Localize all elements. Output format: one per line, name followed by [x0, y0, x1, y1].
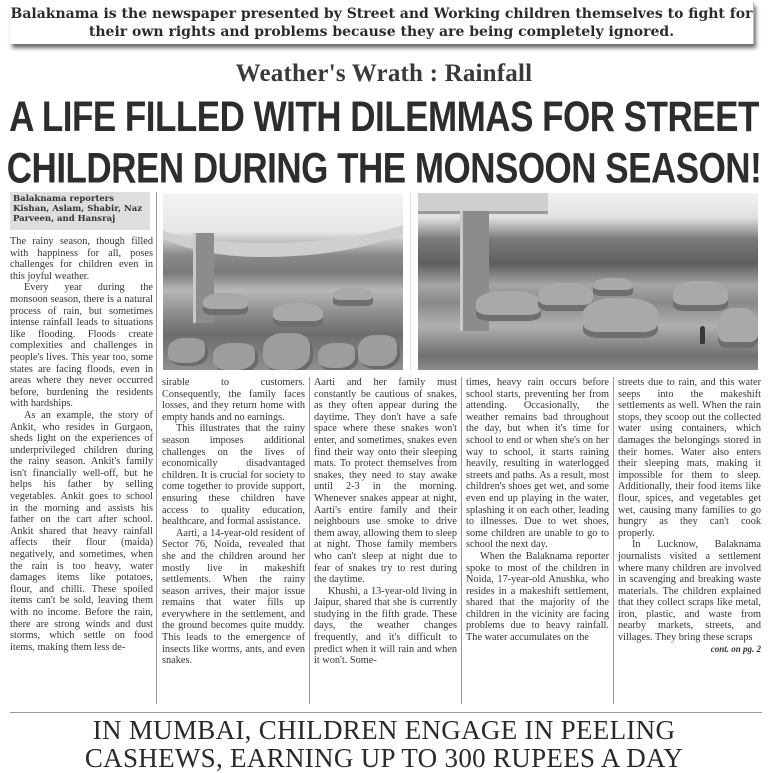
headline-line-2: CHILDREN DURING THE MONSOON SEASON!: [6, 144, 762, 193]
paragraph: Aarti, a 14-year-old resident of Sector 76, Noida, revealed that she and the children around her mostly live in makeshift settlements. When the rainy season arrives, their major issue remains that water fills up everywhere in the settlement, and the ground becomes quite muddy. This leads to the emergence of insects like worms, ants, and even snakes.: [162, 527, 305, 667]
next-story-headline: [0, 716, 768, 772]
submerged-hut: [333, 288, 373, 306]
paragraph: As an example, the story of Ankit, who resides in Gurgaon, sheds light on the experiences of underprivileged children during the rainy season. Ankit's family isn't financially well-off, but he helps his father by selling vegetables. Ankit goes to school in the morning and assists his father on the cart after school. Ankit shared that heavy rainfall affects their flour (maida) negatively, and sometimes, when the rain is too heavy, water damages items like potatoes, flour, and chilli. These spoiled items can't be sold, leaving them with no income. Before the rain, there are strong winds and dust storms, which settle on food items, making them less de-: [10, 409, 153, 653]
headline-line-1: A LIFE FILLED WITH DILEMMAS FOR STREET: [9, 93, 759, 141]
rock: [168, 338, 208, 366]
paragraph: The rainy season, though filled with happiness for all, poses challenges for children even in this joyful weather.: [10, 236, 153, 282]
article-column-2: [162, 377, 305, 667]
paragraph: streets due to rain, and this water seeps into the makeshift settlements as well. When the rain stops, they scoop out the collected water using containers, which damages the belongings stored in their homes. Water also enters their sleeping mats, making it impossible for them to sleep. Additionally, their food items like flour, spices, and vegetables get wet, causing many families to go hungry as they can't cook properly.: [618, 377, 761, 539]
article-column-4: [466, 377, 609, 644]
submerged-hut: [718, 308, 758, 348]
submerged-hut: [673, 281, 728, 311]
byline: Balaknama reporters Kishan, Aslam, Shabir, Naz Parveen, and Hansraj: [10, 192, 150, 230]
rock: [263, 333, 313, 370]
mission-banner: [10, 2, 754, 44]
continued-on-page-link[interactable]: cont. on pg. 2: [710, 643, 761, 654]
paragraph: Every year during the monsoon season, there is a natural process of rain, but sometimes intense rainfall leads to situations like flooding. Floods create complexities and challenges in people's lives. This year too, some states are facing floods, even in areas where they never occurred before, burdening the residents with hardships.: [10, 282, 153, 410]
column-divider: [309, 377, 310, 704]
rock: [213, 343, 258, 370]
article-headline: [0, 92, 768, 194]
flood-photo-bridge-rocks: [163, 193, 403, 370]
banner-line-2: their own rights and problems because they are being completely ignored.: [88, 24, 675, 40]
article-column-3: [314, 377, 457, 667]
submerged-hut: [203, 293, 248, 315]
paragraph: sirable to customers. Consequently, the family faces losses, and they return home with empty hands and no earnings.: [162, 377, 305, 423]
column-divider: [461, 377, 462, 704]
paragraph: When the Balaknama reporter spoke to most of the children in Noida, 17-year-old Anushka, who resides in a makeshift settlement, shared that the majority of the children in the vicinity are facing problems due to heavy rainfall. The water accumulates on the: [466, 550, 609, 644]
rock: [358, 335, 400, 369]
paragraph: Aarti and her family must constantly be cautious of snakes, as they often appear during the daytime. They don't have a safe space where these snakes won't enter, and sometimes, snakes even find their way onto their sleeping mats. To protect themselves from snakes, they need to stay awake until 2-3 in the morning. Whenever snakes appear at night, Aarti's entire family and their neighbours use smoke to drive them away, allowing them to sleep at night. Those family members who can't sleep at night due to fear of snakes try to rest during the daytime.: [314, 377, 457, 586]
paragraph: This illustrates that the rainy season imposes additional challenges on the lives of economically disadvantaged children. It is crucial for society to come together to provide support, ensuring these children have access to quality education, healthcare, and formal assistance.: [162, 423, 305, 528]
section-divider: [10, 712, 762, 713]
article-column-1: [10, 236, 153, 653]
paragraph: times, heavy rain occurs before school starts, preventing her from attending. Occasionally, the weather remains bad throughout the day, but when it's time for school to end or when she's on her way to school, it starts raining heavily, resulting in waterlogged streets and paths. As a result, most children's shoes get wet, and some even end up playing in the water, splashing it on each other, leading to illnesses. Due to wet shoes, some children are unable to go to school the next day.: [466, 377, 609, 551]
submerged-hut: [593, 278, 633, 296]
person-wading: [700, 326, 705, 344]
photo-divider: [410, 193, 411, 370]
submerged-hut: [583, 298, 658, 338]
column-divider: [156, 192, 157, 704]
next-headline-line-1: IN MUMBAI, CHILDREN ENGAGE IN PEELING: [92, 715, 676, 745]
rock: [318, 343, 358, 370]
next-headline-line-2: CASHEWS, EARNING UP TO 300 RUPEES A DAY: [84, 743, 684, 773]
submerged-hut: [476, 291, 541, 321]
paragraph: In Lucknow, Balaknama journalists visited a settlement where many children are involved in scavenging and breaking waste materials. The children explained that they collect scraps like metal, iron, plastic, and waste from nearby markets, streets, and villages. They bring these scraps: [618, 539, 761, 644]
column-divider: [613, 377, 614, 704]
article-kicker: Weather's Wrath : Rainfall: [235, 60, 533, 87]
submerged-hut: [273, 303, 323, 327]
flood-photo-settlement: [418, 193, 758, 370]
paragraph: Khushi, a 13-year-old living in Jaipur, shared that she is currently studying in the fifth grade. These days, the weather changes frequently, and it's difficult to predict when it will rain and when it won't. Some-: [314, 585, 457, 667]
article-column-5: [618, 377, 761, 655]
banner-line-1: Balaknama is the newspaper presented by Street and Working children themselves to fight for: [10, 6, 753, 22]
